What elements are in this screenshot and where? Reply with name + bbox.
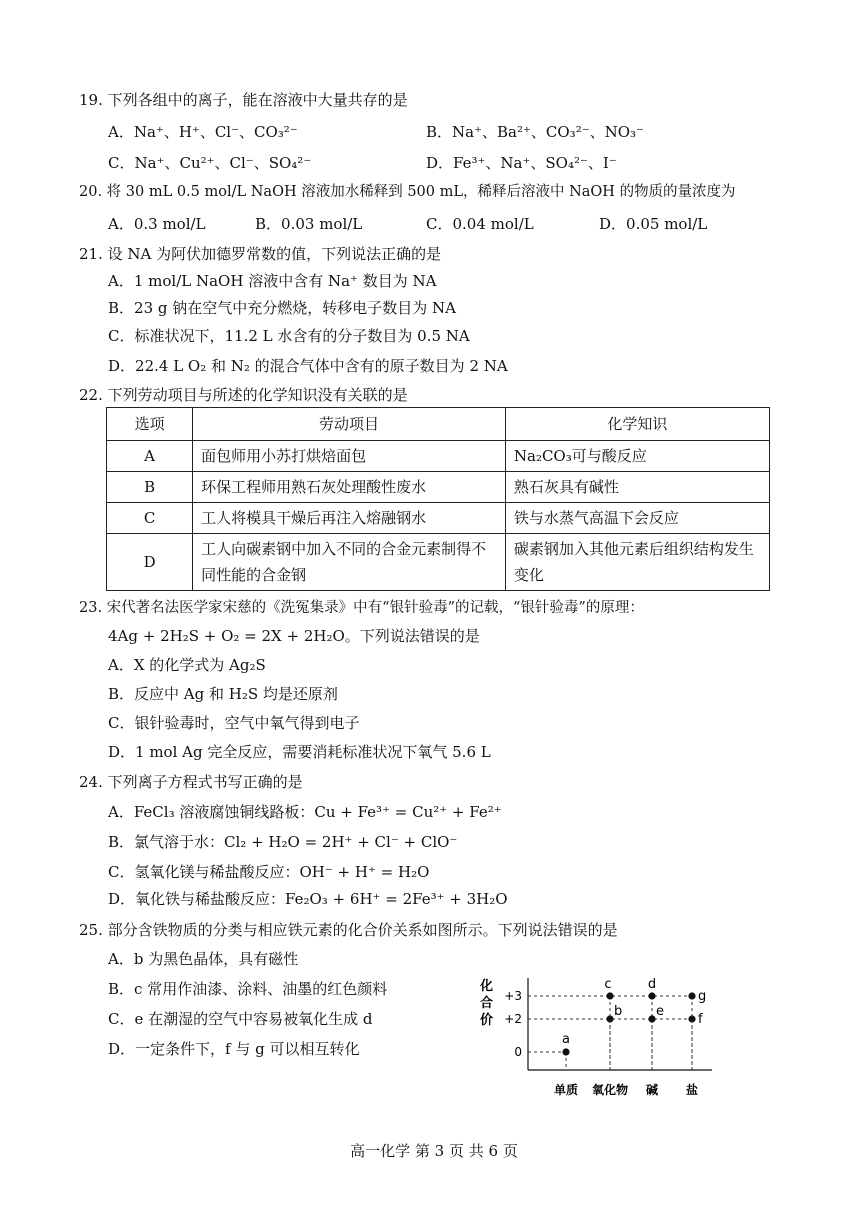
- point-label: f: [698, 1012, 703, 1027]
- x-category-label: 单质: [553, 1083, 579, 1097]
- table-cell-knowledge: Na₂CO₃可与酸反应: [505, 441, 769, 472]
- q19-option-c: C．Na⁺、Cu²⁺、Cl⁻、SO₄²⁻: [108, 154, 312, 172]
- point-label: b: [614, 1004, 623, 1019]
- point-label: c: [604, 977, 612, 992]
- q23-option-b: B．反应中 Ag 和 H₂S 均是还原剂: [108, 685, 338, 703]
- y-axis-label-char: 价: [480, 1013, 494, 1028]
- q20-stem: 20. 将 30 mL 0.5 mol/L NaOH 溶液加水稀释到 500 mL，稀释后溶液中 NaOH 的物质的量浓度为: [79, 184, 736, 200]
- table-cell-knowledge: 熟石灰具有碱性: [505, 472, 769, 503]
- data-point: [648, 992, 655, 999]
- x-category-label: 盐: [685, 1083, 699, 1097]
- y-tick-label: +2: [504, 1012, 522, 1026]
- point-label: d: [647, 977, 657, 992]
- table-header-option: 选项: [107, 408, 193, 441]
- table-cell-option: B: [107, 472, 193, 503]
- q25-option-d: D．一定条件下，f 与 g 可以相互转化: [108, 1040, 360, 1058]
- q19-option-a: A．Na⁺、H⁺、Cl⁻、CO₃²⁻: [108, 123, 298, 141]
- q24-stem: 24. 下列离子方程式书写正确的是: [79, 773, 303, 791]
- q25-stem: 25. 部分含铁物质的分类与相应铁元素的化合价关系如图所示。下列说法错误的是: [79, 921, 618, 939]
- table-cell-knowledge: 铁与水蒸气高温下会反应: [505, 503, 769, 534]
- q24-option-a: A．FeCl₃ 溶液腐蚀铜线路板：Cu + Fe³⁺ = Cu²⁺ + Fe²⁺: [108, 803, 502, 821]
- q24-option-c: C．氢氧化镁与稀盐酸反应：OH⁻ + H⁺ = H₂O: [108, 863, 430, 881]
- q23-stem: 23. 宋代著名法医学家宋慈的《洗冤集录》中有“银针验毒”的记载，“银针验毒”的原理：: [79, 600, 644, 616]
- valence-diagram: [470, 968, 720, 1100]
- q21-option-b: B．23 g 钠在空气中充分燃烧，转移电子数目为 NA: [108, 299, 456, 317]
- table-cell-labor: 环保工程师用熟石灰处理酸性废水: [193, 472, 506, 503]
- q21-stem: 21. 设 NA 为阿伏加德罗常数的值，下列说法正确的是: [79, 245, 442, 263]
- q20-option-d: D．0.05 mol/L: [599, 215, 708, 233]
- point-label: e: [656, 1004, 664, 1019]
- y-tick-label: +3: [504, 989, 522, 1003]
- point-label: a: [562, 1032, 570, 1047]
- x-category-label: 氧化物: [591, 1083, 629, 1097]
- q21-option-c: C．标准状况下，11.2 L 水含有的分子数目为 0.5 NA: [108, 327, 470, 345]
- table-header-knowledge: 化学知识: [505, 408, 769, 441]
- q23-equation: 4Ag + 2H₂S + O₂ = 2X + 2H₂O。下列说法错误的是: [108, 627, 480, 645]
- q24-option-d: D．氧化铁与稀盐酸反应：Fe₂O₃ + 6H⁺ = 2Fe³⁺ + 3H₂O: [108, 890, 508, 908]
- table-cell-labor: 工人向碳素钢中加入不同的合金元素制得不同性能的合金钢: [193, 534, 506, 591]
- point-label: g: [698, 989, 707, 1004]
- y-tick-label: 0: [514, 1045, 522, 1059]
- data-point: [688, 992, 695, 999]
- table-row: [107, 472, 770, 503]
- table-header-labor: 劳动项目: [193, 408, 506, 441]
- data-point: [648, 1015, 655, 1022]
- q21-option-a: A．1 mol/L NaOH 溶液中含有 Na⁺ 数目为 NA: [108, 272, 437, 290]
- q24-option-b: B．氯气溶于水：Cl₂ + H₂O = 2H⁺ + Cl⁻ + ClO⁻: [108, 833, 458, 851]
- data-point: [606, 992, 613, 999]
- table-cell-knowledge: 碳素钢加入其他元素后组织结构发生变化: [505, 534, 769, 591]
- y-axis-label-char: 合: [480, 996, 494, 1011]
- table-row: [107, 503, 770, 534]
- table-cell-option: D: [107, 534, 193, 591]
- table-cell-option: C: [107, 503, 193, 534]
- q25-option-c: C．e 在潮湿的空气中容易被氧化生成 d: [108, 1010, 373, 1028]
- q19-option-b: B．Na⁺、Ba²⁺、CO₃²⁻、NO₃⁻: [426, 123, 644, 141]
- table-cell-labor: 工人将模具干燥后再注入熔融钢水: [193, 503, 506, 534]
- q25-option-b: B．c 常用作油漆、涂料、油墨的红色颜料: [108, 980, 388, 998]
- q22-stem: 22. 下列劳动项目与所述的化学知识没有关联的是: [79, 386, 408, 404]
- data-point: [562, 1048, 569, 1055]
- q23-option-d: D．1 mol Ag 完全反应，需要消耗标准状况下氧气 5.6 L: [108, 743, 491, 761]
- x-category-label: 碱: [645, 1083, 659, 1097]
- table-cell-labor: 面包师用小苏打烘焙面包: [193, 441, 506, 472]
- q19-stem: 19. 下列各组中的离子，能在溶液中大量共存的是: [79, 91, 408, 109]
- q23-option-a: A．X 的化学式为 Ag₂S: [108, 656, 266, 674]
- y-axis-label-char: 化: [480, 979, 494, 994]
- q19-option-d: D．Fe³⁺、Na⁺、SO₄²⁻、I⁻: [426, 154, 617, 172]
- q23-option-c: C．银针验毒时，空气中氧气得到电子: [108, 714, 360, 732]
- table-row: [107, 534, 770, 591]
- table-header-row: [107, 408, 770, 441]
- q20-option-b: B．0.03 mol/L: [255, 215, 363, 233]
- page-footer: 高一化学 第 3 页 共 6 页: [350, 1142, 518, 1160]
- q20-option-a: A．0.3 mol/L: [108, 215, 206, 233]
- q20-option-c: C．0.04 mol/L: [426, 215, 534, 233]
- q22-table: [106, 407, 770, 591]
- q21-option-d: D．22.4 L O₂ 和 N₂ 的混合气体中含有的原子数目为 2 NA: [108, 357, 508, 375]
- q25-option-a: A．b 为黑色晶体，具有磁性: [108, 950, 299, 968]
- table-cell-option: A: [107, 441, 193, 472]
- table-row: [107, 441, 770, 472]
